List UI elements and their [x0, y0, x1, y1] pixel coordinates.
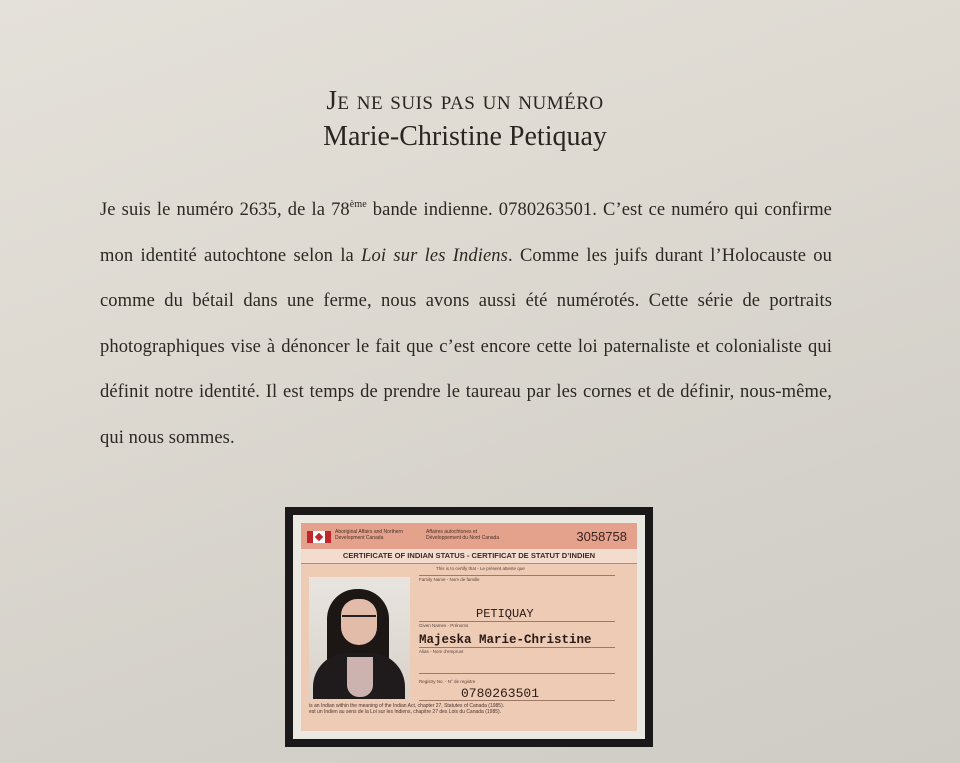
- law-title: Loi sur les Indiens: [361, 245, 508, 266]
- footer-english: is an Indian within the meaning of the Indian Act, chapter 27, Statutes of Canada (1985).: [309, 703, 505, 709]
- id-card-frame: [285, 507, 653, 747]
- page-title: Je ne suis pas un numéro: [326, 85, 604, 115]
- body-text-3: . Comme les juifs durant l’Holocauste ou comme du bétail dans une ferme, nous avons aussi été numérotés. Cette série de portraits photographiques vise à dénoncer le fait que c’est encore cette loi paternaliste et colonialiste qui définit notre identité. Il est temps de prendre le taureau par les cornes et de définir, nous-même, qui nous sommes.: [100, 245, 832, 448]
- body-text-1: Je suis le numéro 2635, de la 78: [100, 200, 350, 220]
- given-names-value: Majeska Marie-Christine: [419, 633, 592, 647]
- body-paragraph: [100, 188, 832, 462]
- footer-french: est un Indien au sens de la Loi sur les Indiens, chapitre 27 des Lois du Canada (1985).: [309, 709, 502, 715]
- certify-label: This is to certify that - Le présent atteste que: [436, 566, 525, 571]
- author-name: Marie-Christine Petiquay: [323, 121, 607, 152]
- registry-number: 0780263501: [461, 686, 540, 701]
- registry-label: Registry No. - N° de registre: [419, 679, 476, 684]
- status-card: [301, 523, 637, 731]
- alias-label: Alias - Nom d’emprunt: [419, 649, 464, 654]
- certificate-title: CERTIFICATE OF INDIAN STATUS - CERTIFICAT DE STATUT D’INDIEN: [301, 549, 637, 564]
- id-card-mat: [293, 515, 645, 739]
- department-fr: Affaires autochtones et Développement du Nord Canada: [426, 529, 500, 541]
- card-header: [301, 523, 637, 549]
- department-en: Aboriginal Affairs and Northern Development Canada: [335, 529, 404, 541]
- body-text-2: bande indienne. 0780263501. C’est ce numéro qui confirme mon identité autochtone selon la: [100, 200, 832, 266]
- card-number: 3058758: [576, 529, 627, 544]
- ordinal-suffix: ème: [349, 199, 367, 210]
- card-footer: [309, 703, 619, 715]
- surname-value: PETIQUAY: [476, 607, 534, 621]
- certify-line: [419, 575, 615, 576]
- family-name-label: Family Name - Nom de famille: [419, 577, 480, 582]
- surname-line: [419, 621, 615, 622]
- registry-line: [419, 700, 615, 701]
- given-line: [419, 647, 615, 648]
- portrait-photo: [309, 577, 410, 699]
- alias-line: [419, 673, 615, 674]
- title-block: [0, 82, 930, 156]
- canada-flag-icon: [307, 531, 331, 543]
- given-names-label: Given Names - Prénoms: [419, 623, 469, 628]
